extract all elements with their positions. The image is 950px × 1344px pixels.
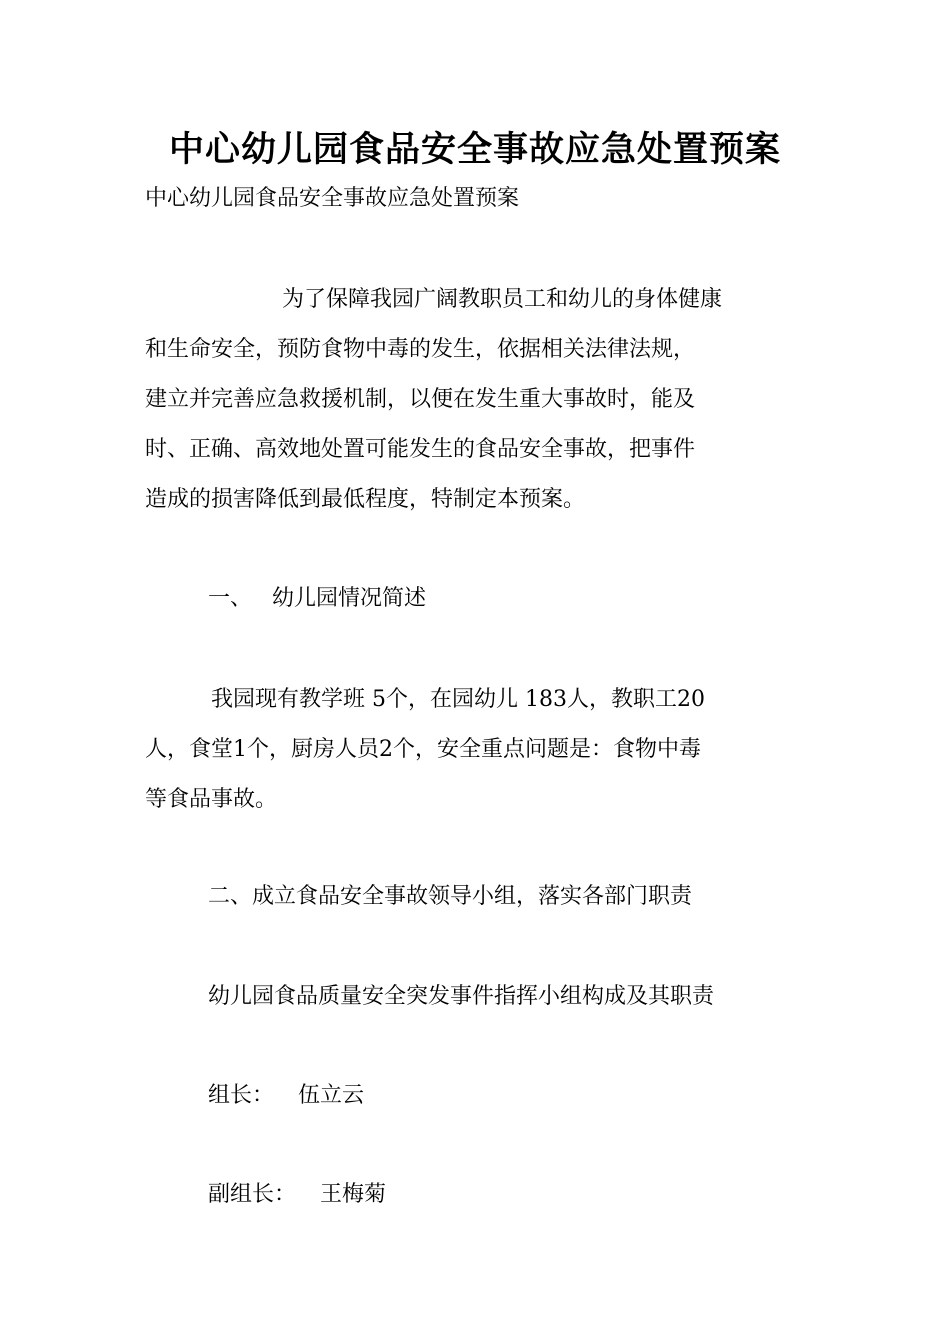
intro-line: 时、正确、高效地处置可能发生的食品安全事故，把事件 <box>145 437 696 462</box>
situation-paragraph <box>145 675 805 825</box>
section-1-title: 幼儿园情况简述 <box>272 586 427 611</box>
intro-paragraph <box>145 275 805 525</box>
intro-line: 造成的损害降低到最低程度，特制定本预案。 <box>145 487 586 512</box>
group-heading: 幼儿园食品质量安全突发事件指挥小组构成及其职责 <box>208 984 715 1009</box>
section-1-heading <box>208 584 426 614</box>
situation-line: 等食品事故。 <box>145 787 278 812</box>
document-subtitle: 中心幼儿园食品安全事故应急处置预案 <box>145 186 520 211</box>
leader-name: 伍立云 <box>298 1083 365 1108</box>
situation-line: 人，食堂1个，厨房人员2个，安全重点问题是：食物中毒 <box>145 737 701 762</box>
intro-line: 建立并完善应急救援机制，以便在发生重大事故时，能及 <box>145 387 696 412</box>
leader-line <box>208 1081 364 1111</box>
document-title: 中心幼儿园食品安全事故应急处置预案 <box>168 130 781 170</box>
deputy-label: 副组长： <box>208 1182 297 1207</box>
situation-line: 我园现有教学班 5个，在园幼儿 183人，教职工20 <box>211 687 705 712</box>
section-1-number: 一、 <box>208 586 253 611</box>
leader-label: 组长： <box>208 1083 275 1108</box>
intro-line: 为了保障我园广阔教职员工和幼儿的身体健康 <box>282 287 723 312</box>
deputy-line <box>208 1180 386 1210</box>
intro-line: 和生命安全，预防食物中毒的发生，依据相关法律法规， <box>145 337 696 362</box>
section-2-heading: 二、成立食品安全事故领导小组，落实各部门职责 <box>208 884 693 909</box>
deputy-name: 王梅菊 <box>320 1182 387 1207</box>
